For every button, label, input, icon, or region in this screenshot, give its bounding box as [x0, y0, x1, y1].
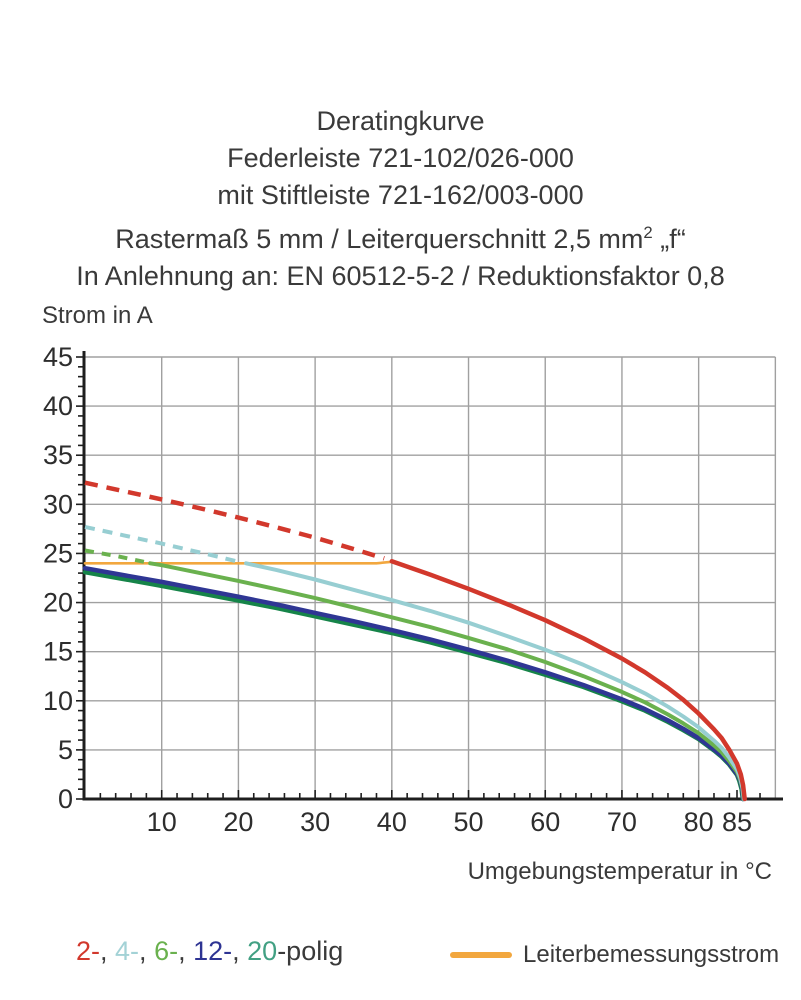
y-tick-label: 20 [42, 587, 73, 618]
curve-4-polig-dashed [85, 527, 242, 563]
x-tick-label: 20 [223, 807, 254, 837]
title-line-2: Federleiste 721-102/026-000 [227, 143, 574, 173]
poles-legend-part: , [232, 936, 248, 966]
rated-current-legend [450, 941, 779, 969]
y-tick-label: 10 [42, 685, 73, 716]
x-tick-label: 30 [300, 807, 331, 837]
y-axis-title: Strom in A [42, 302, 153, 329]
legend-line-swatch [450, 952, 512, 958]
title-line-3: mit Stiftleiste 721-162/003-000 [217, 180, 584, 210]
gridlines [85, 357, 775, 799]
title-line-5: In Anlehnung an: EN 60512-5-2 / Reduktionsfaktor 0,8 [76, 261, 725, 291]
y-tick-label: 35 [42, 440, 73, 471]
poles-legend [76, 936, 343, 967]
poles-legend-part: 2- [76, 936, 101, 966]
x-tick-label: 80 [683, 807, 714, 837]
y-tick-label: 25 [42, 538, 73, 569]
curve-6-polig-dashed [85, 551, 146, 563]
x-axis-title: Umgebungstemperatur in °C [467, 858, 772, 885]
poles-legend-part: 6- [154, 936, 179, 966]
poles-legend-part: -polig [277, 936, 344, 966]
poles-legend-part: , [178, 936, 194, 966]
tick-marks [76, 357, 760, 799]
curve-Leiterbemessungsstrom [85, 562, 392, 564]
title-line-1: Deratingkurve [316, 106, 485, 136]
x-tick-label: 70 [606, 807, 637, 837]
curves [85, 483, 745, 799]
rated-current-label: Leiterbemessungsstrom [523, 941, 780, 968]
y-tick-label: 40 [42, 391, 73, 422]
y-tick-label: 15 [42, 636, 73, 667]
poles-legend-part: , [100, 936, 116, 966]
y-tick-label: 45 [42, 342, 73, 372]
title-line-4: Rastermaß 5 mm / Leiterquerschnitt 2,5 $mm^2$ „f“ [115, 223, 686, 254]
y-tick-label: 5 [57, 734, 73, 765]
poles-legend-part: 4- [115, 936, 140, 966]
x-tick-label: 10 [146, 807, 177, 837]
poles-legend-part: , [139, 936, 155, 966]
curve-2-polig-dashed [85, 483, 384, 559]
y-tick-label: 0 [57, 784, 73, 814]
poles-legend-part: 12- [193, 936, 233, 966]
x-tick-label: 85 [721, 807, 753, 837]
y-tick-label: 30 [42, 489, 73, 520]
x-tick-label: 40 [376, 807, 407, 837]
x-tick-label: 50 [453, 807, 484, 837]
x-tick-label: 60 [530, 807, 561, 837]
tick-labels [43, 342, 752, 837]
poles-legend-part: 20 [247, 936, 278, 966]
